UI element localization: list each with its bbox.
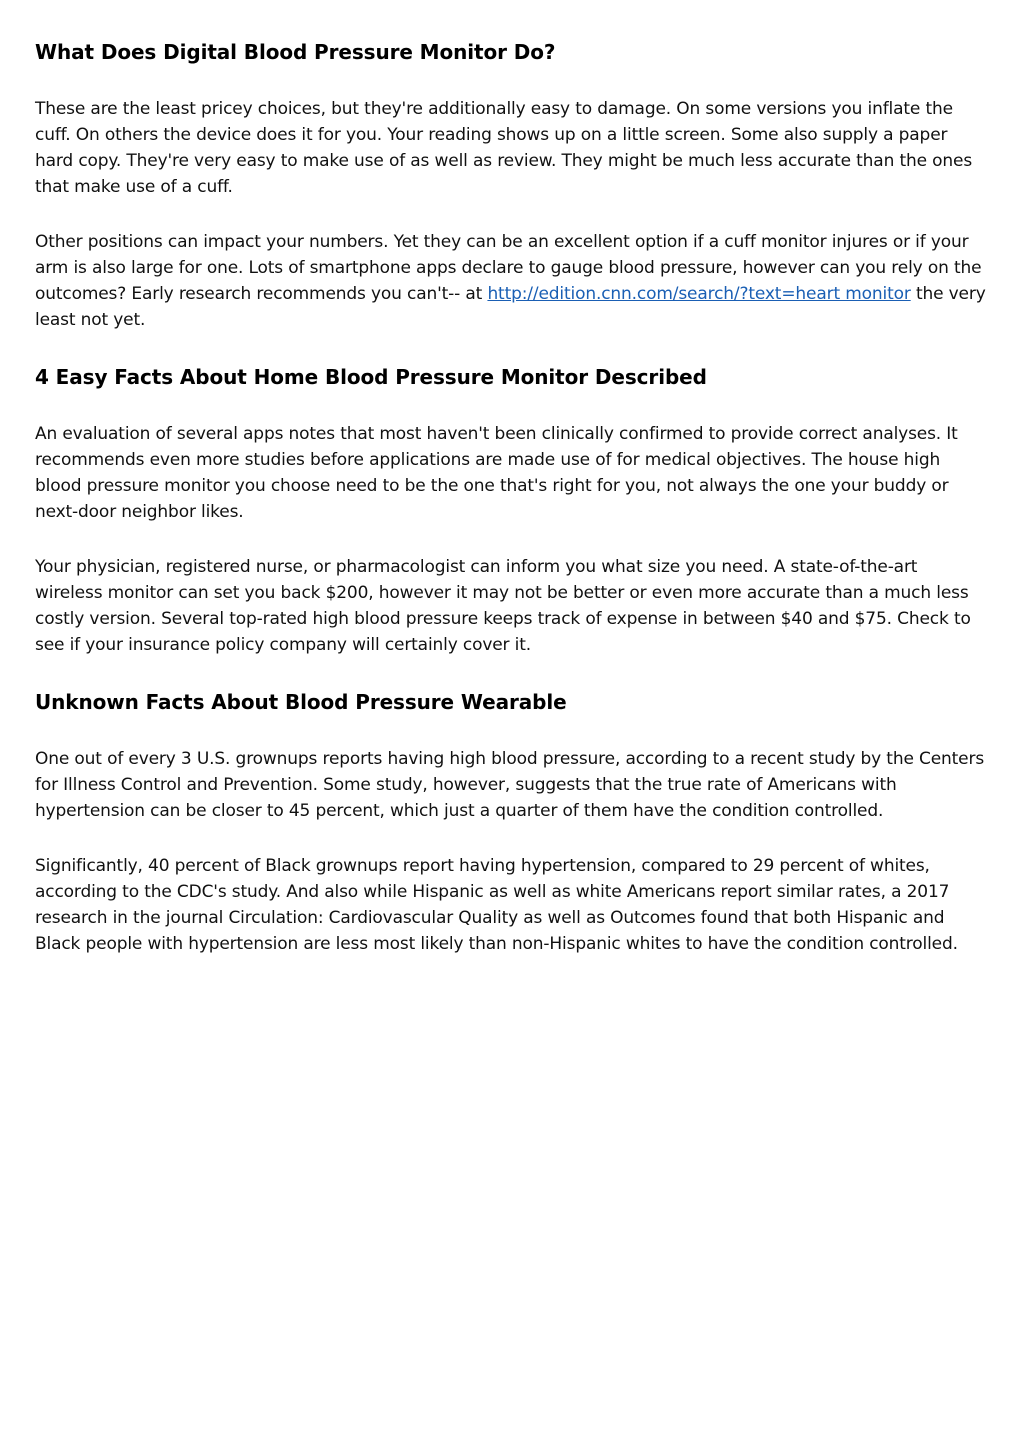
paragraph: Significantly, 40 percent of Black grownups report having hypertension, compared to 29 percent of whites, according to the CDC's study. And also while Hispanic as well as white Americans report similar rates, a 2017 research in the journal Circulation: Cardiovascular Quality as well as Outcomes found that both Hispanic and Black people with hypertension are less most likely than non-Hispanic whites to have the condition controlled. bbox=[35, 856, 958, 954]
section-heading: Unknown Facts About Blood Pressure Wearable bbox=[35, 690, 567, 714]
section-heading: 4 Easy Facts About Home Blood Pressure Monitor Described bbox=[35, 365, 707, 389]
paragraph-with-link bbox=[35, 229, 988, 333]
section-heading: What Does Digital Blood Pressure Monitor Do? bbox=[35, 40, 556, 64]
cnn-search-link[interactable]: http://edition.cnn.com/search/?text=heart monitor bbox=[487, 284, 911, 304]
paragraph: These are the least pricey choices, but they're additionally easy to damage. On some versions you inflate the cuff. On others the device does it for you. Your reading shows up on a little screen. Some also supply a paper hard copy. They're very easy to make use of as well as review. They might be much less accurate than the ones that make use of a cuff. bbox=[35, 99, 973, 197]
paragraph-text: Other positions can impact your numbers. Yet they can be an excellent option if a cuff monitor injures or if your arm is also large for one. Lots of smartphone apps declare to gauge blood pressure, however can you rely on the outcomes? Early research recommends you can't-- at bbox=[35, 232, 982, 304]
paragraph: Your physician, registered nurse, or pharmacologist can inform you what size you need. A state-of-the-art wireless monitor can set you back $200, however it may not be better or even more accurate than a much less costly version. Several top-rated high blood pressure keeps track of expense in between $40 and $75. Check to see if your insurance policy company will certainly cover it. bbox=[35, 557, 971, 655]
paragraph: An evaluation of several apps notes that most haven't been clinically confirmed to provide correct analyses. It recommends even more studies before applications are made use of for medical objectives. The house high blood pressure monitor you choose need to be the one that's right for you, not always the one your buddy or next-door neighbor likes. bbox=[35, 424, 958, 522]
paragraph-text: the very least not yet. bbox=[35, 284, 986, 330]
paragraph: One out of every 3 U.S. grownups reports having high blood pressure, according to a recent study by the Centers for Illness Control and Prevention. Some study, however, suggests that the true rate of Americans with hypertension can be closer to 45 percent, which just a quarter of them have the condition controlled. bbox=[35, 749, 985, 821]
